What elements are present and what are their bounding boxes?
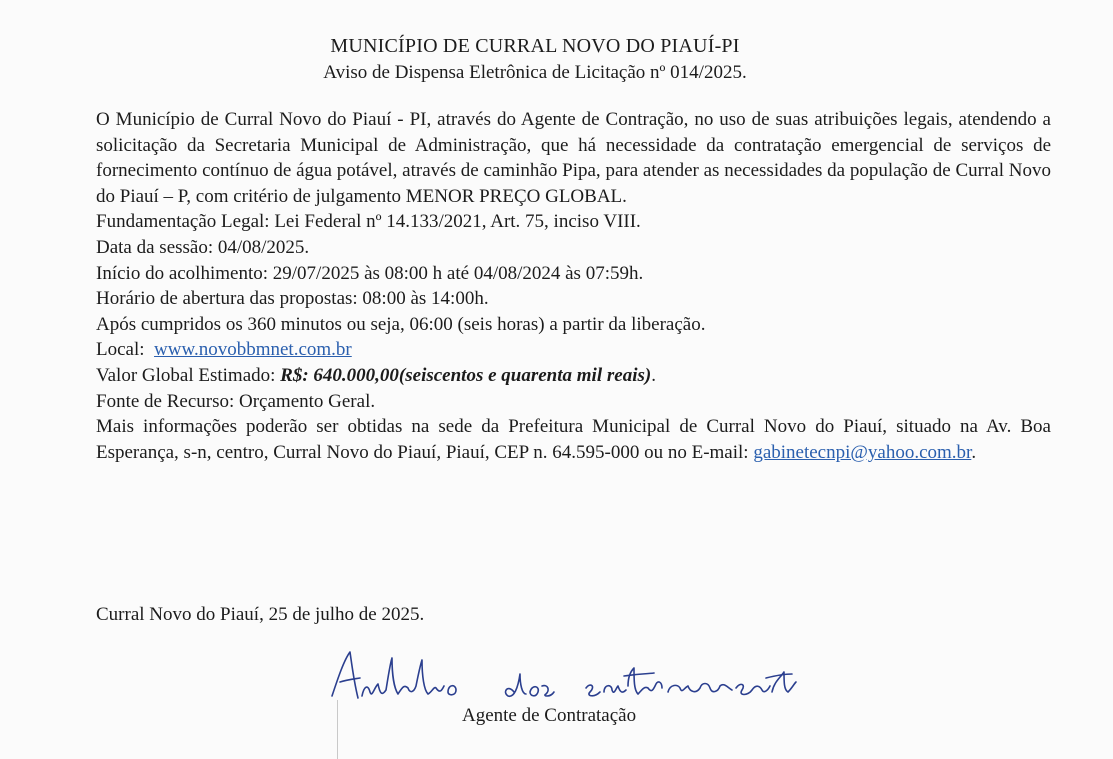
estimated-value-label: Valor Global Estimado: xyxy=(96,364,276,386)
email-period: . xyxy=(971,441,977,463)
after-minutes-line: Após cumpridos os 360 minutos ou seja, 06:00 (seis horas) a partir da liberação. xyxy=(96,313,706,335)
legal-basis-line: Fundamentação Legal: Lei Federal nº 14.133/2021, Art. 75, inciso VIII. xyxy=(96,211,641,233)
email-link[interactable]: gabinetecnpi@yahoo.com.br xyxy=(753,441,972,463)
document-subtitle: Aviso de Dispensa Eletrônica de Licitação nº 014/2025. xyxy=(323,62,747,83)
intro-paragraph: O Município de Curral Novo do Piauí - PI, através do Agente de Contração, no uso de suas atribuições legais, atendendo a solicitação da Secretaria Municipal de Administração, que há necessidade da contratação emergencial de serviços de fornecimento contínuo de água potável, através de caminhão Pipa, para atender as necessidades da população de Curral Novo do Piauí – P, com critério de julgamento MENOR PREÇO GLOBAL. xyxy=(96,109,1051,207)
place-and-date: Curral Novo do Piauí, 25 de julho de 2025. xyxy=(96,604,425,625)
more-info-paragraph xyxy=(96,414,1051,465)
document-header xyxy=(0,34,1070,85)
opening-hours-line: Horário de abertura das propostas: 08:00 às 14:00h. xyxy=(96,288,489,310)
document-title: MUNICÍPIO DE CURRAL NOVO DO PIAUÍ-PI xyxy=(330,35,740,57)
estimated-value-line xyxy=(96,363,1051,389)
session-date-line: Data da sessão: 04/08/2025. xyxy=(96,236,310,258)
funding-source-line: Fonte de Recurso: Orçamento Geral. xyxy=(96,390,376,412)
page-margin-line xyxy=(337,700,338,759)
estimated-value-period: . xyxy=(651,364,656,386)
location-link[interactable]: www.novobbmnet.com.br xyxy=(154,339,352,361)
signature-role: Agente de Contratação xyxy=(462,705,637,726)
handwritten-signature xyxy=(328,648,798,708)
location-label: Local: xyxy=(96,339,145,361)
more-info-text: Mais informações poderão ser obtidas na sede da Prefeitura Municipal de Curral Novo do Piauí, situado na Av. Boa Esperança, s-n, centro, Curral Novo do Piauí, Piauí, CEP n. 64.595-000 ou no E-mail: xyxy=(96,416,1051,463)
estimated-value-amount: R$: 640.000,00(seiscentos e quarenta mil reais) xyxy=(280,364,652,386)
reception-start-line: Início do acolhimento: 29/07/2025 às 08:00 h até 04/08/2024 às 07:59h. xyxy=(96,262,644,284)
document-body xyxy=(96,107,1051,465)
location-line xyxy=(96,337,1051,363)
